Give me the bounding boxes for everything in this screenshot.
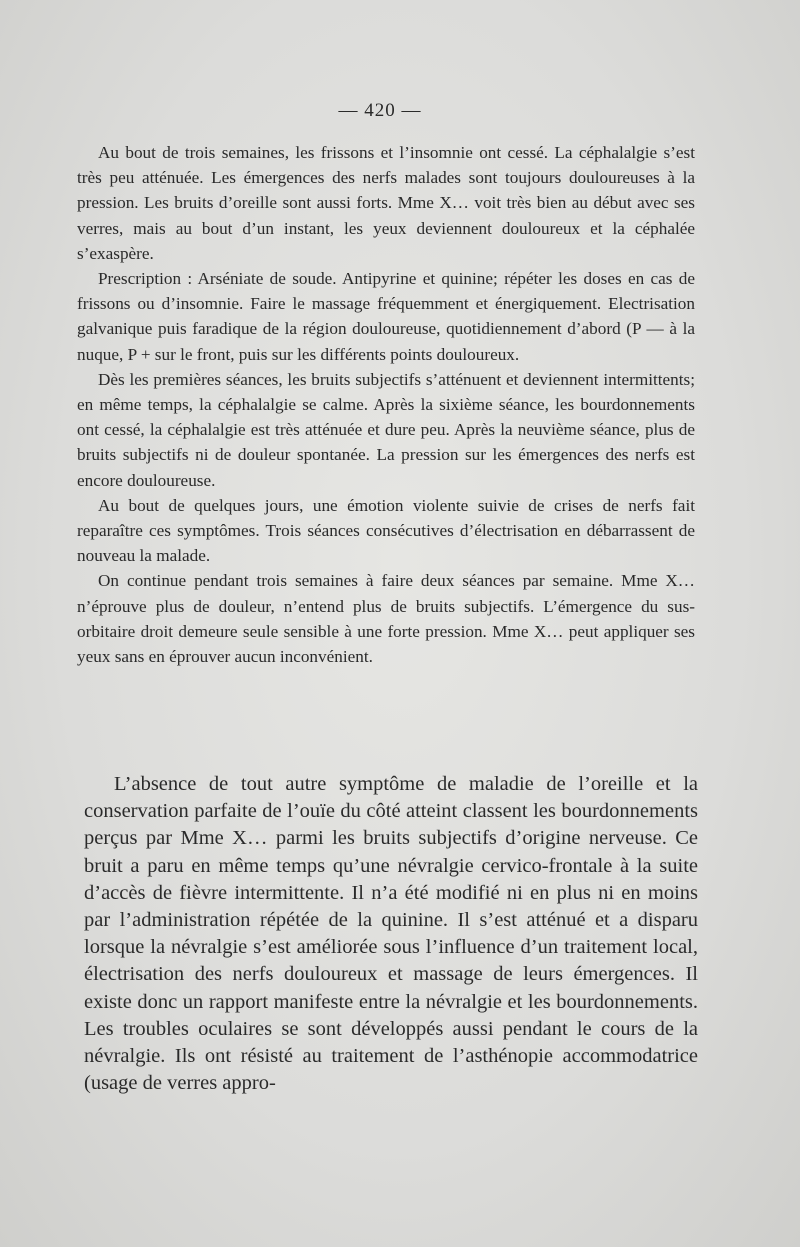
discussion-paragraph: L’absence de tout autre symptôme de maladie de l’oreille et la conservation parfaite de l’ouïe du côté atteint classent les bourdonnements perçus par Mme X… parmi les bruits subjectifs d’origine nerveuse. Ce bruit a paru en même temps qu’une névralgie cervico-frontale à la suite d’accès de fièvre intermittente. Il n’a été modifié ni en plus ni en moins par l’administration répétée de la quinine. Il s’est atténué et a disparu lorsque la névralgie s’est améliorée sous l’influence d’un traitement local, électrisation des nerfs douloureux et massage de leurs émergences. Il existe donc un rapport manifeste entre la névralgie et les bourdonnements. Les troubles oculaires se sont développés aussi pendant le cours de la névralgie. Ils ont résisté au traitement de l’asthénopie accommodatrice (usage de verres appro- xyxy=(84,773,698,1095)
case-notes-section xyxy=(77,140,695,669)
discussion-section xyxy=(84,771,698,1097)
case-paragraph: Prescription : Arséniate de soude. Antipyrine et quinine; répéter les doses en cas de frissons ou d’insomnie. Faire le massage fréquemment et énergiquement. Electrisation galvanique puis faradique de la région douloureuse, quotidiennement d’abord (P — à la nuque, P + sur le front, puis sur les différents points douloureux. xyxy=(77,269,695,364)
case-paragraph: Dès les premières séances, les bruits subjectifs s’atténuent et deviennent intermittents; en même temps, la céphalalgie se calme. Après la sixième séance, les bourdonnements ont cessé, la céphalalgie est très atténuée et dure peu. Après la neuvième séance, plus de bruits subjectifs ni de douleur spontanée. La pression sur les émergences des nerfs est encore douloureuse. xyxy=(77,369,695,490)
case-paragraph: Au bout de trois semaines, les frissons et l’insomnie ont cessé. La céphalalgie s’est très peu atténuée. Les émergences des nerfs malades sont toujours douloureuses à la pression. Les bruits d’oreille sont aussi forts. Mme X… voit très bien au début avec ses verres, mais au bout d’un instant, les yeux deviennent douloureux et la céphalée s’exaspère. xyxy=(77,143,695,263)
case-paragraph: Au bout de quelques jours, une émotion violente suivie de crises de nerfs fait reparaître ces symptômes. Trois séances consécutives d’électrisation en débarrassent de nouveau la malade. xyxy=(77,495,695,566)
case-paragraph: On continue pendant trois semaines à faire deux séances par semaine. Mme X… n’éprouve plus de douleur, n’entend plus de bruits subjectifs. L’émergence du sus-orbitaire droit demeure seule sensible à une forte pression. Mme X… peut appliquer ses yeux sans en éprouver aucun inconvénient. xyxy=(77,571,695,667)
page-number: — 420 — xyxy=(338,100,422,121)
